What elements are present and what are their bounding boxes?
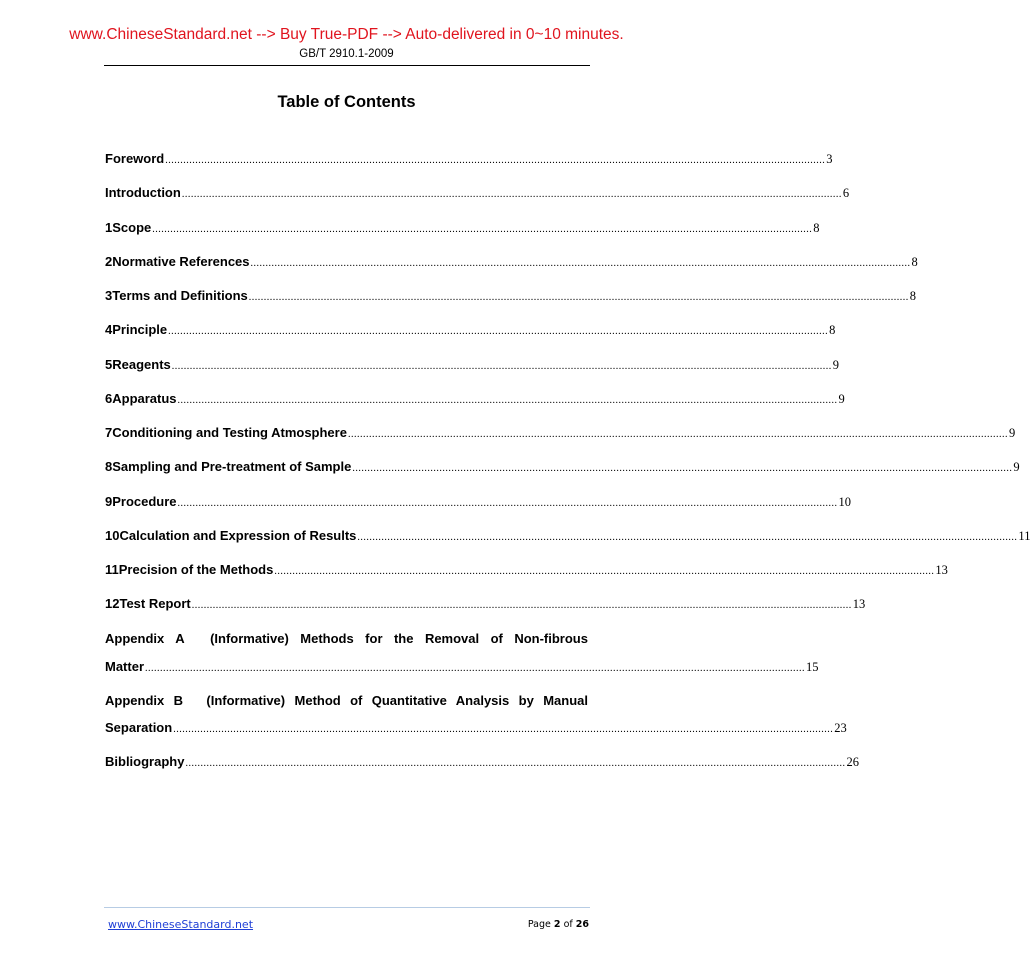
toc-entry-appendix-b-line1[interactable] <box>105 693 588 708</box>
toc-entry-label: Introduction <box>105 185 181 200</box>
toc-entry-label: Normative References <box>112 254 250 269</box>
toc-entry[interactable] <box>105 322 836 338</box>
toc-entry-number: 8 <box>105 459 113 474</box>
toc-entry[interactable] <box>105 596 866 612</box>
toc-entry[interactable] <box>105 185 850 201</box>
toc-title: Table of Contents <box>277 93 416 111</box>
toc-entry-page: 8 <box>909 289 917 303</box>
toc-entry[interactable] <box>105 357 840 373</box>
toc-entry[interactable] <box>105 494 852 510</box>
toc-entry-page: 8 <box>813 221 820 235</box>
toc-entry-appendix-a-line1[interactable] <box>105 631 588 646</box>
toc-entry-page: 8 <box>829 323 836 337</box>
toc-entry-number: 2 <box>105 254 113 269</box>
dot-leader: ............................................................................................................................................................................................................................ <box>168 326 829 337</box>
toc-entry-label: Matter <box>105 659 145 674</box>
page-number <box>528 919 589 930</box>
toc-entry-appendix-b-line2[interactable] <box>105 720 847 736</box>
toc-entry-label: Apparatus <box>112 391 177 406</box>
dot-leader: ............................................................................................................................................................................................................................ <box>357 532 1018 543</box>
dot-leader: ............................................................................................................................................................................................................................ <box>152 224 813 235</box>
appendix-a-prefix: Appendix A <box>105 631 185 646</box>
toc-entry-label: Principle <box>112 322 168 337</box>
toc-entry[interactable] <box>105 391 845 407</box>
toc-entry-page: 15 <box>806 660 819 674</box>
page-current: 2 <box>553 919 561 930</box>
toc-entry[interactable] <box>105 562 948 578</box>
dot-leader: ............................................................................................................................................................................................................................ <box>352 463 1013 474</box>
toc-entry-page: 6 <box>842 186 850 200</box>
appendix-a-title: (Informative) Methods for the Removal of Non-fibrous <box>210 631 588 646</box>
toc-entry-page: 3 <box>826 152 833 166</box>
toc-entry-number: 6 <box>105 391 113 406</box>
dot-leader: ............................................................................................................................................................................................................................ <box>191 600 852 611</box>
toc-entry-number: 1 <box>105 220 113 235</box>
toc-entry-page: 9 <box>1008 426 1016 440</box>
dot-leader: ............................................................................................................................................................................................................................ <box>274 566 935 577</box>
toc-entry-number: 10 <box>105 528 120 543</box>
dot-leader: ............................................................................................................................................................................................................................ <box>181 189 842 200</box>
toc-entry-page: 13 <box>935 563 948 577</box>
appendix-b-prefix: Appendix B <box>105 693 183 708</box>
header-rule <box>104 65 590 66</box>
toc-entry-number: 5 <box>105 357 113 372</box>
dot-leader: ............................................................................................................................................................................................................................ <box>347 429 1008 440</box>
dot-leader: ............................................................................................................................................................................................................................ <box>248 292 909 303</box>
toc-entry-label: Reagents <box>112 357 171 372</box>
toc-entry-page: 11 <box>1018 529 1030 543</box>
appendix-b-title: (Informative) Method of Quantitative Analysis by Manual <box>206 693 588 708</box>
toc-entry[interactable] <box>105 220 820 236</box>
standard-code: GB/T 2910.1-2009 <box>299 48 394 60</box>
toc-entry-label: Procedure <box>112 494 177 509</box>
toc-entry-label: Precision of the Methods <box>118 562 274 577</box>
page-of: of <box>563 919 573 930</box>
toc-entry-label: Bibliography <box>105 754 185 769</box>
toc-entry-number: 3 <box>105 288 113 303</box>
toc-entry[interactable] <box>105 254 918 270</box>
toc-entry-label: Calculation and Expression of Results <box>119 528 357 543</box>
dot-leader: ............................................................................................................................................................................................................................ <box>185 758 846 769</box>
toc-entry-page: 9 <box>1013 460 1020 474</box>
toc-entry[interactable] <box>105 459 1020 475</box>
toc-entry[interactable] <box>105 151 833 167</box>
toc-entry-label: Conditioning and Testing Atmosphere <box>112 425 347 440</box>
toc-entry-appendix-a-line2[interactable] <box>105 659 819 675</box>
dot-leader: ............................................................................................................................................................................................................................ <box>177 498 838 509</box>
toc-entry-label: Scope <box>112 220 152 235</box>
footer-website-link[interactable]: www.ChineseStandard.net <box>108 918 254 931</box>
dot-leader: ............................................................................................................................................................................................................................ <box>173 724 834 735</box>
page-total: 26 <box>575 919 589 930</box>
toc-entry-bibliography[interactable] <box>105 754 859 770</box>
toc-entry-number: 12 <box>105 596 120 611</box>
footer-rule <box>104 907 590 908</box>
toc-entry-label: Separation <box>105 720 173 735</box>
promo-banner[interactable]: www.ChineseStandard.net --> Buy True-PDF --> Auto-delivered in 0~10 minutes. <box>69 26 624 43</box>
page-word: Page <box>527 919 551 930</box>
toc-entry[interactable] <box>105 528 1030 544</box>
toc-entry-page: 8 <box>911 255 918 269</box>
toc-entry-page: 13 <box>852 597 866 611</box>
toc-entry-number: 4 <box>105 322 113 337</box>
toc-entry-label: Terms and Definitions <box>112 288 248 303</box>
toc-entry-page: 10 <box>838 495 852 509</box>
toc-entry-label: Sampling and Pre-treatment of Sample <box>112 459 352 474</box>
toc-entry-number: 9 <box>105 494 113 509</box>
dot-leader: ............................................................................................................................................................................................................................ <box>165 155 826 166</box>
toc-entry-number: 7 <box>105 425 113 440</box>
toc-entry-page: 23 <box>834 721 847 735</box>
toc-entry-page: 26 <box>846 755 859 769</box>
toc-entry-label: Test Report <box>119 596 191 611</box>
toc-entry-page: 9 <box>832 358 840 372</box>
toc-entry-page: 9 <box>838 392 845 406</box>
toc-entry[interactable] <box>105 288 917 304</box>
dot-leader: ............................................................................................................................................................................................................................ <box>171 361 832 372</box>
toc-entry[interactable] <box>105 425 1016 441</box>
dot-leader: ............................................................................................................................................................................................................................ <box>250 258 911 269</box>
dot-leader: ............................................................................................................................................................................................................................ <box>177 395 838 406</box>
toc-entry-label: Foreword <box>105 151 165 166</box>
toc-entry-number: 11 <box>105 562 119 577</box>
dot-leader: ............................................................................................................................................................................................................................ <box>145 663 806 674</box>
